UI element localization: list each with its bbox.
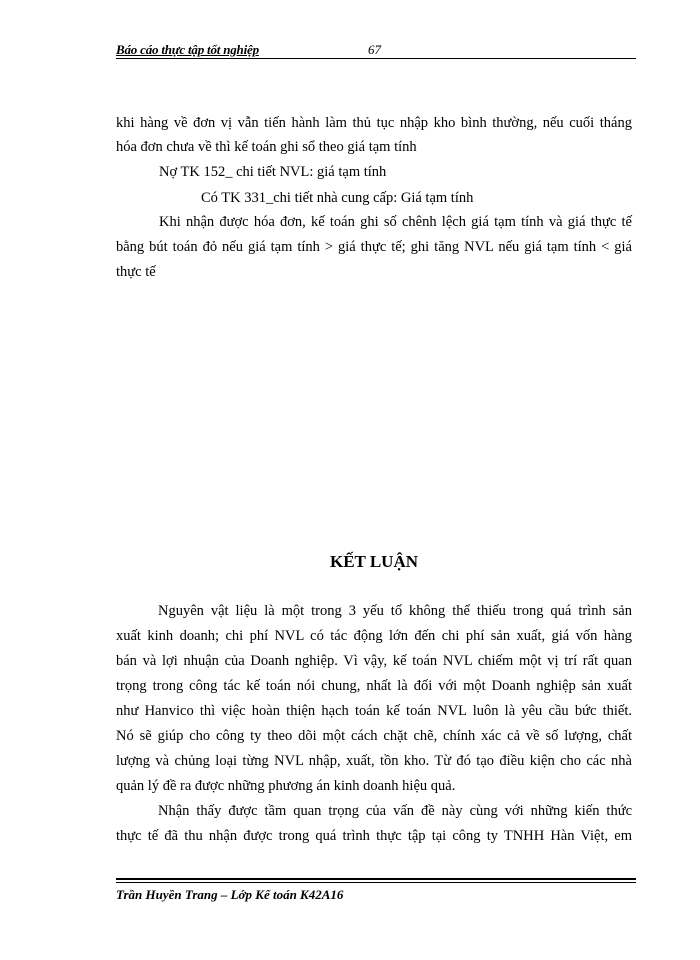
page-header	[116, 40, 636, 60]
debit-entry: Nợ TK 152_ chi tiết NVL: giá tạm tính	[159, 164, 387, 180]
conclusion-line: quản lý đề ra được những phương án kinh doanh hiệu quả.	[116, 778, 456, 794]
conclusion-line: như Hanvico thì việc hoàn thiện hạch toán kế toán NVL luôn là yêu cầu bức thiết.	[116, 703, 632, 719]
conclusion-line: Nó sẽ giúp cho công ty theo dõi một cách chặt chẽ, chính xác cả về số lượng, chất	[116, 728, 632, 744]
conclusion-line: thực tế đã thu nhận được trong quá trình thực tập tại công ty TNHH Hàn Việt, em	[116, 828, 632, 844]
body-line: Khi nhận được hóa đơn, kế toán ghi số chênh lệch giá tạm tính và giá thực tế	[159, 214, 632, 230]
conclusion-line: trọng trong công tác kế toán nói chung, nhất là đối với một Doanh nghiệp sản xuất	[116, 678, 632, 694]
header-divider	[116, 58, 636, 59]
body-line: thực tế	[116, 264, 156, 280]
credit-entry: Có TK 331_chi tiết nhà cung cấp: Giá tạm tính	[201, 190, 474, 206]
body-line: hóa đơn chưa về thì kế toán ghi sổ theo giá tạm tính	[116, 139, 417, 155]
conclusion-line: Nhận thấy được tầm quan trọng của vấn đề này cùng với những kiến thức	[158, 803, 632, 819]
conclusion-heading: KẾT LUẬN	[329, 552, 418, 571]
header-title: Báo cáo thực tập tốt nghiệp	[116, 42, 259, 57]
footer-divider	[116, 878, 636, 880]
conclusion-line: Nguyên vật liệu là một trong 3 yếu tố không thể thiếu trong quá trình sản	[158, 603, 632, 619]
conclusion-line: lượng và chủng loại từng NVL nhập, xuất, tồn kho. Từ đó tạo điều kiện cho các nhà	[116, 753, 632, 769]
body-line: khi hàng về đơn vị vẫn tiến hành làm thủ tục nhập kho bình thường, nếu cuối tháng	[116, 115, 632, 131]
conclusion-line: xuất kinh doanh; chi phí NVL có tác động lớn đến chi phí sản xuất, giá vốn hàng	[116, 628, 632, 644]
footer-divider-thin	[116, 882, 636, 883]
page-number: 67	[368, 42, 381, 57]
body-line: bằng bút toán đỏ nếu giá tạm tính > giá thực tế; ghi tăng NVL nếu giá tạm tính < giá	[116, 239, 632, 255]
conclusion-line: bán và lợi nhuận của Doanh nghiệp. Vì vậy, kế toán NVL chiếm một vị trí rất quan	[116, 653, 632, 669]
footer-text: Trần Huyền Trang – Lớp Kế toán K42A16	[116, 887, 344, 902]
